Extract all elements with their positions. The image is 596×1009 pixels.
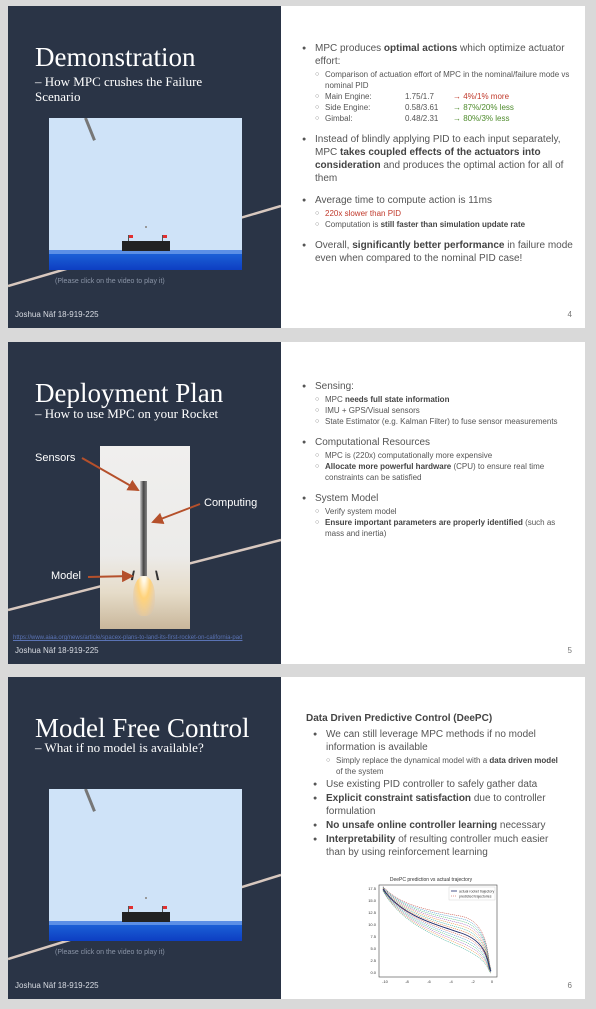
page-number: 5 xyxy=(567,646,572,655)
landing-barge xyxy=(122,912,170,922)
sub-bullet: ○ MPC needs full state information xyxy=(315,394,574,405)
plot-title: DeePC prediction vs actual trajectory xyxy=(389,877,473,883)
barge-flag xyxy=(162,235,163,241)
sub-bullet: ○ Computation is still faster than simulation update rate xyxy=(315,219,574,230)
xtick: 0 xyxy=(490,979,494,984)
xtick: -6 xyxy=(427,979,431,984)
page-number: 6 xyxy=(567,981,572,990)
sub-bullet: ○ MPC is (220x) computationally more expensive xyxy=(315,450,574,461)
xtick: -8 xyxy=(405,979,409,984)
landing-video[interactable] xyxy=(49,789,242,941)
bullet: ● Average time to compute action is 11ms ○ 220x slower than PID ○ Computation is still faster than simulation update rate xyxy=(304,194,574,230)
bullet: ● MPC produces optimal actions which optimize actuator effort: ○ Comparison of actuation effort of MPC in the nominal/failure mode vs nominal PID ○ Main Engine: 1.75/1.7 → 4%/1% more ○ Side Engine: 0.58/3.61 → 87%/20% less ○ Gimbal: 0.48/2.31 → 80%/3% less xyxy=(304,42,574,124)
slide-left-panel xyxy=(8,342,281,664)
slide-subtitle: – How to use MPC on your Rocket xyxy=(35,406,219,421)
label-sensors: Sensors xyxy=(35,452,76,464)
page-number: 4 xyxy=(567,310,572,319)
sub-bullet: ○ Ensure important parameters are properly identified (such as mass and inertia) xyxy=(315,517,574,539)
sub-bullet: ○ Side Engine: 0.58/3.61 → 87%/20% less xyxy=(315,102,574,113)
ytick: 0.0 xyxy=(370,970,376,975)
slide-4 xyxy=(8,6,585,328)
debris-dot xyxy=(145,897,147,899)
bullet: ● Instead of blindly applying PID to each input separately, MPC takes coupled effects of the actuators into consideration and produces the optimal action for all of them xyxy=(304,133,574,185)
slide-6 xyxy=(8,677,585,999)
slide-right-panel xyxy=(281,342,585,664)
bullet: ● System Model ○ Verify system model ○ Ensure important parameters are properly identified (such as mass and inertia) xyxy=(304,492,574,539)
bullet: ● We can still leverage MPC methods if no model information is available ○ Simply replace the dynamical model with a data driven model of the system xyxy=(315,728,565,777)
bullet: ● Interpretability of resulting controller much easier than by using reinforcement learning xyxy=(315,833,565,859)
ytick: 10.0 xyxy=(368,922,376,927)
plot-legend xyxy=(449,887,495,900)
bullet: ● Sensing: ○ MPC needs full state information ○ IMU + GPS/Visual sensors ○ State Estimator (e.g. Kalman Filter) to fuse sensor measurements xyxy=(304,380,574,427)
sub-bullet: ○ State Estimator (e.g. Kalman Filter) to fuse sensor measurements xyxy=(315,416,574,427)
ytick: 17.5 xyxy=(368,886,376,891)
debris-dot xyxy=(145,226,147,228)
slide-left-panel xyxy=(8,677,281,999)
video-caption: (Please click on the video to play it) xyxy=(55,949,165,956)
ytick: 15.0 xyxy=(368,898,376,903)
ytick: 2.5 xyxy=(370,958,376,963)
deepc-trajectory-plot xyxy=(361,875,501,987)
sub-bullet: ○ Gimbal: 0.48/2.31 → 80%/3% less xyxy=(315,113,574,124)
sub-bullet: ○ 220x slower than PID xyxy=(315,208,574,219)
sea xyxy=(49,254,242,270)
falling-booster xyxy=(84,789,96,812)
bullet: ● Explicit constraint satisfaction due to controller formulation xyxy=(315,792,565,818)
slide-title: Deployment Plan xyxy=(35,378,224,408)
sub-bullet: ○ Main Engine: 1.75/1.7 → 4%/1% more xyxy=(315,91,574,102)
sea xyxy=(49,925,242,941)
label-computing: Computing xyxy=(204,497,258,509)
slide-subtitle: – How MPC crushes the Failure Scenario xyxy=(35,74,203,104)
xtick: -2 xyxy=(471,979,475,984)
bullet: ● Computational Resources ○ MPC is (220x) computationally more expensive ○ Allocate more powerful hardware (CPU) to ensure real time constraints can be satisfied xyxy=(304,436,574,483)
barge-flag xyxy=(128,906,129,912)
video-caption: (Please click on the video to play it) xyxy=(55,278,165,285)
landing-video[interactable] xyxy=(49,118,242,270)
footer-author: Joshua Näf 18-919-225 xyxy=(15,646,99,655)
ytick: 5.0 xyxy=(370,946,376,951)
sub-bullet: ○ Comparison of actuation effort of MPC in the nominal/failure mode vs nominal PID xyxy=(315,69,574,91)
sub-bullet: ○ Allocate more powerful hardware (CPU) to ensure real time constraints can be satisfied xyxy=(315,461,574,483)
bullet: ● Use existing PID controller to safely gather data xyxy=(315,778,565,791)
slide-left-panel xyxy=(8,6,281,328)
xtick: -4 xyxy=(449,979,453,984)
image-source-link[interactable]: https://www.aiaa.org/news/article/spacex-plans-to-land-its-first-rocket-on-california-pad xyxy=(13,635,243,641)
sub-bullet: ○ Simply replace the dynamical model with a data driven model of the system xyxy=(326,755,565,777)
ytick: 7.5 xyxy=(370,934,376,939)
barge-flag xyxy=(128,235,129,241)
slide-title: Model Free Control xyxy=(35,713,250,743)
slide-5 xyxy=(8,342,585,664)
landing-barge xyxy=(122,241,170,251)
barge-flag xyxy=(162,906,163,912)
slide-content xyxy=(304,42,574,274)
slide-right-panel xyxy=(281,6,585,328)
slide-content xyxy=(304,380,574,548)
bullet: ● No unsafe online controller learning necessary xyxy=(315,819,565,832)
slide-subtitle: – What if no model is available? xyxy=(35,740,204,755)
sub-bullet: ○ Verify system model xyxy=(315,506,574,517)
footer-author: Joshua Näf 18-919-225 xyxy=(15,310,99,319)
falling-booster xyxy=(84,118,96,141)
ytick: 12.5 xyxy=(368,910,376,915)
footer-author: Joshua Näf 18-919-225 xyxy=(15,981,99,990)
content-heading: Data Driven Predictive Control (DeePC) xyxy=(306,713,493,724)
label-model: Model xyxy=(51,570,81,582)
sub-bullet: ○ IMU + GPS/Visual sensors xyxy=(315,405,574,416)
xtick: -10 xyxy=(382,979,388,984)
slide-title: Demonstration xyxy=(35,42,196,72)
slide-content xyxy=(315,728,565,860)
bullet: ● Overall, significantly better performance in failure mode even when compared to the nominal PID case! xyxy=(304,239,574,265)
legend-predicted: predicted trajectories xyxy=(459,894,492,899)
legend-actual: actual rocket trajectory xyxy=(459,889,495,894)
slide-right-panel xyxy=(281,677,585,999)
